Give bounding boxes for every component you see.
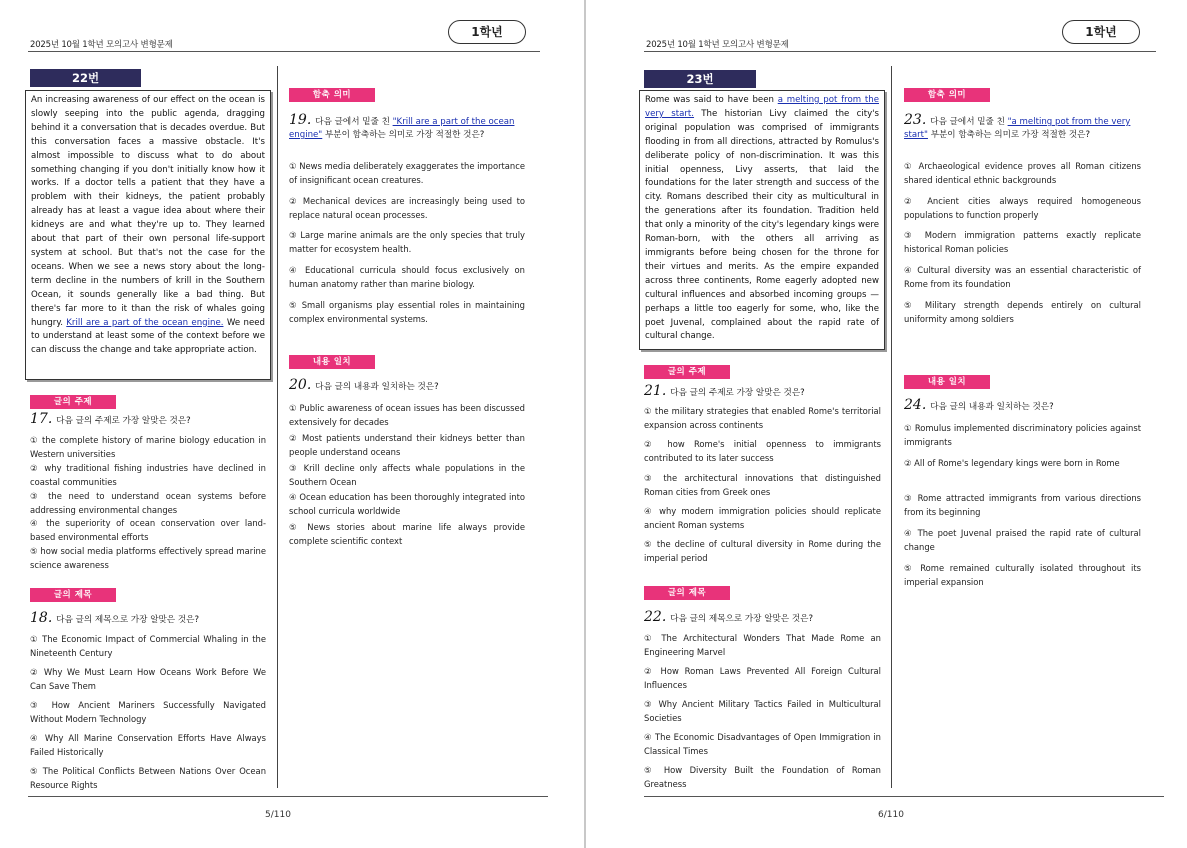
label-title: 글의 제목 xyxy=(30,588,116,602)
q24-option-3[interactable]: ③ Rome attracted immigrants from various directions from its beginning xyxy=(904,493,1141,517)
header-rule xyxy=(28,51,540,52)
q21-option-3[interactable]: ③ the architectural innovations that distinguished Roman cities from Greek ones xyxy=(644,473,881,497)
question-17-stem: 17. 다음 글의 주제로 가장 알맞은 것은? xyxy=(30,411,191,427)
passage-underlined: a melting pot from the very start. xyxy=(645,95,879,119)
question-number: 22. xyxy=(644,609,667,625)
question-21-stem: 21. 다음 글의 주제로 가장 알맞은 것은? xyxy=(644,383,805,399)
question-number: 19. xyxy=(289,112,312,128)
q22-option-2[interactable]: ② How Roman Laws Prevented All Foreign Cultural Influences xyxy=(644,666,881,690)
q18-option-2[interactable]: ② Why We Must Learn How Oceans Work Before We Can Save Them xyxy=(30,667,266,691)
passage-box xyxy=(25,90,271,380)
q17-option-2[interactable]: ② why traditional fishing industries have declined in coastal communities xyxy=(30,463,266,487)
column-divider xyxy=(277,66,278,788)
label-implied-meaning: 함축 의미 xyxy=(289,88,375,102)
q21-option-2[interactable]: ② how Rome's initial openness to immigrants contributed to its later success xyxy=(644,439,881,463)
q21-option-5[interactable]: ⑤ the decline of cultural diversity in Rome during the imperial period xyxy=(644,539,881,563)
page-divider xyxy=(584,0,586,848)
question-23-stem: 23. 다음 글에서 밑줄 친 "a melting pot from the very start" 부분이 함축하는 의미로 가장 적절한 것은? xyxy=(904,112,1131,140)
q22-option-4[interactable]: ④ The Economic Disadvantages of Open Immigration in Classical Times xyxy=(644,732,881,756)
q22-option-5[interactable]: ⑤ How Diversity Built the Foundation of Roman Greatness xyxy=(644,765,881,789)
question-20-stem: 20. 다음 글의 내용과 일치하는 것은? xyxy=(289,377,439,393)
question-number: 20. xyxy=(289,377,312,393)
passage-text: An increasing awareness of our effect on the ocean is slowly seeping into the public agenda, dragging behind it a conversation that is decades overdue. But this conversation faces a massive obstacle. It's almost impossible to discuss what to do about something changing if you don't initially know how it works. If a doctor tells a patient that they have a problem with their kidneys, the patient probably already has at least a vague idea about where their kidneys are and what they're up to. They learned about that part of their own personal life-support system at school. But that's not the case for the oceans. When we see a news story about the long-term decline in the numbers of krill in the Southern Ocean, it sounds generally like a bad thing. But there's far more to it than the risk of whales going hungry. xyxy=(31,95,265,328)
label-implied-meaning: 함축 의미 xyxy=(904,88,990,102)
q20-option-5[interactable]: ⑤ News stories about marine life always provide complete scientific context xyxy=(289,522,525,546)
page-5 xyxy=(20,0,580,848)
q20-option-4[interactable]: ④ Ocean education has been thoroughly integrated into school curricula worldwide xyxy=(289,492,525,516)
q18-option-3[interactable]: ③ How Ancient Mariners Successfully Navigated Without Modern Technology xyxy=(30,700,266,724)
q19-option-4[interactable]: ④ Educational curricula should focus exclusively on human anatomy rather than marine biology. xyxy=(289,265,525,289)
passage-tab: 22번 xyxy=(30,69,141,87)
label-title: 글의 제목 xyxy=(644,586,730,600)
grade-badge: 1학년 xyxy=(448,20,526,44)
label-topic: 글의 주제 xyxy=(30,395,116,409)
question-22-stem: 22. 다음 글의 제목으로 가장 알맞은 것은? xyxy=(644,609,814,625)
question-24-stem: 24. 다음 글의 내용과 일치하는 것은? xyxy=(904,397,1054,413)
q23-option-3[interactable]: ③ Modern immigration patterns exactly replicate historical Roman policies xyxy=(904,230,1141,254)
passage-box xyxy=(639,90,885,350)
q20-option-2[interactable]: ② Most patients understand their kidneys better than people understand oceans xyxy=(289,433,525,457)
question-number: 21. xyxy=(644,383,667,399)
header-rule xyxy=(644,51,1156,52)
q24-option-1[interactable]: ① Romulus implemented discriminatory policies against immigrants xyxy=(904,423,1141,447)
header-title: 2025년 10월 1학년 모의고사 변형문제 xyxy=(30,40,173,50)
q18-option-4[interactable]: ④ Why All Marine Conservation Efforts Have Always Failed Historically xyxy=(30,733,266,757)
passage-tab: 23번 xyxy=(644,70,756,88)
question-18-stem: 18. 다음 글의 제목으로 가장 알맞은 것은? xyxy=(30,610,200,626)
page-number: 6/110 xyxy=(878,810,904,820)
q18-option-5[interactable]: ⑤ The Political Conflicts Between Nations Over Ocean Resource Rights xyxy=(30,766,266,790)
q22-option-3[interactable]: ③ Why Ancient Military Tactics Failed in Multicultural Societies xyxy=(644,699,881,723)
question-number: 17. xyxy=(30,411,53,427)
question-number: 18. xyxy=(30,610,53,626)
q17-option-3[interactable]: ③ the need to understand ocean systems before addressing environmental changes xyxy=(30,491,266,515)
passage-text-end: We need to understand at least some of the context before we can discuss the change and take appropriate action. xyxy=(31,317,265,356)
passage-underlined: Krill are a part of the ocean engine. xyxy=(66,317,224,328)
q19-option-5[interactable]: ⑤ Small organisms play essential roles in maintaining complex environmental systems. xyxy=(289,300,525,324)
q23-option-5[interactable]: ⑤ Military strength depends entirely on cultural uniformity among soldiers xyxy=(904,300,1141,324)
q24-option-5[interactable]: ⑤ Rome remained culturally isolated throughout its imperial expansion xyxy=(904,563,1141,587)
q24-option-4[interactable]: ④ The poet Juvenal praised the rapid rate of cultural change xyxy=(904,528,1141,552)
question-number: 24. xyxy=(904,397,927,413)
footer-rule xyxy=(28,796,548,797)
q20-option-1[interactable]: ① Public awareness of ocean issues has been discussed extensively for decades xyxy=(289,403,525,427)
label-content-match: 내용 일치 xyxy=(904,375,990,389)
q19-option-1[interactable]: ① News media deliberately exaggerates the importance of insignificant ocean creatures. xyxy=(289,161,525,185)
q20-option-3[interactable]: ③ Krill decline only affects whale populations in the Southern Ocean xyxy=(289,463,525,487)
q23-option-1[interactable]: ① Archaeological evidence proves all Roman citizens shared identical ethnic backgrounds xyxy=(904,161,1141,185)
q22-option-1[interactable]: ① The Architectural Wonders That Made Rome an Engineering Marvel xyxy=(644,633,881,657)
page-6 xyxy=(636,0,1187,848)
column-divider xyxy=(891,66,892,788)
q21-option-1[interactable]: ① the military strategies that enabled Rome's territorial expansion across continents xyxy=(644,406,881,430)
q17-option-1[interactable]: ① the complete history of marine biology education in Western universities xyxy=(30,435,266,459)
page-number: 5/110 xyxy=(265,810,291,820)
passage-text: Rome was said to have been xyxy=(645,95,778,105)
q24-option-2[interactable]: ② All of Rome's legendary kings were born in Rome xyxy=(904,458,1120,468)
q17-option-4[interactable]: ④ the superiority of ocean conservation over land-based environmental efforts xyxy=(30,518,266,542)
question-number: 23. xyxy=(904,112,927,128)
label-topic: 글의 주제 xyxy=(644,365,730,379)
header-title: 2025년 10월 1학년 모의고사 변형문제 xyxy=(646,40,789,50)
q23-option-4[interactable]: ④ Cultural diversity was an essential characteristic of Rome from its foundation xyxy=(904,265,1141,289)
grade-badge: 1학년 xyxy=(1062,20,1140,44)
q19-option-2[interactable]: ② Mechanical devices are increasingly being used to replace natural ocean processes. xyxy=(289,196,525,220)
q19-option-3[interactable]: ③ Large marine animals are the only species that truly matter for ecosystem health. xyxy=(289,230,525,254)
q17-option-5[interactable]: ⑤ how social media platforms effectively spread marine science awareness xyxy=(30,546,266,570)
passage-text-end: The historian Livy claimed the city's original population was comprised of immigrants flooding in from all directions, attracted by Romulus's deliberate policy of non-discrimination. It was this initial openness, Livy asserts, that laid the foundations for the later strength and success of the city. Romans described their city as multicultural in the generations after its foundation. Tradition held that only a minority of the city's legendary kings were Roman-born, with the others all arriving as immigrants before being chosen for the throne for their virtues and merits. As the empire expanded across three continents, Rome eagerly adopted new cultural influences and absorbed incoming groups — perhaps a little too eagerly for some, who, like the poet Juvenal, complained about the rapid rate of cultural change. xyxy=(645,108,879,342)
q23-option-2[interactable]: ② Ancient cities always required homogeneous populations to function properly xyxy=(904,196,1141,220)
footer-rule xyxy=(644,796,1164,797)
q18-option-1[interactable]: ① The Economic Impact of Commercial Whaling in the Nineteenth Century xyxy=(30,634,266,658)
q21-option-4[interactable]: ④ why modern immigration policies should replicate ancient Roman systems xyxy=(644,506,881,530)
question-19-stem: 19. 다음 글에서 밑줄 친 "Krill are a part of the ocean engine" 부분이 함축하는 의미로 가장 적절한 것은? xyxy=(289,112,515,140)
label-content-match: 내용 일치 xyxy=(289,355,375,369)
